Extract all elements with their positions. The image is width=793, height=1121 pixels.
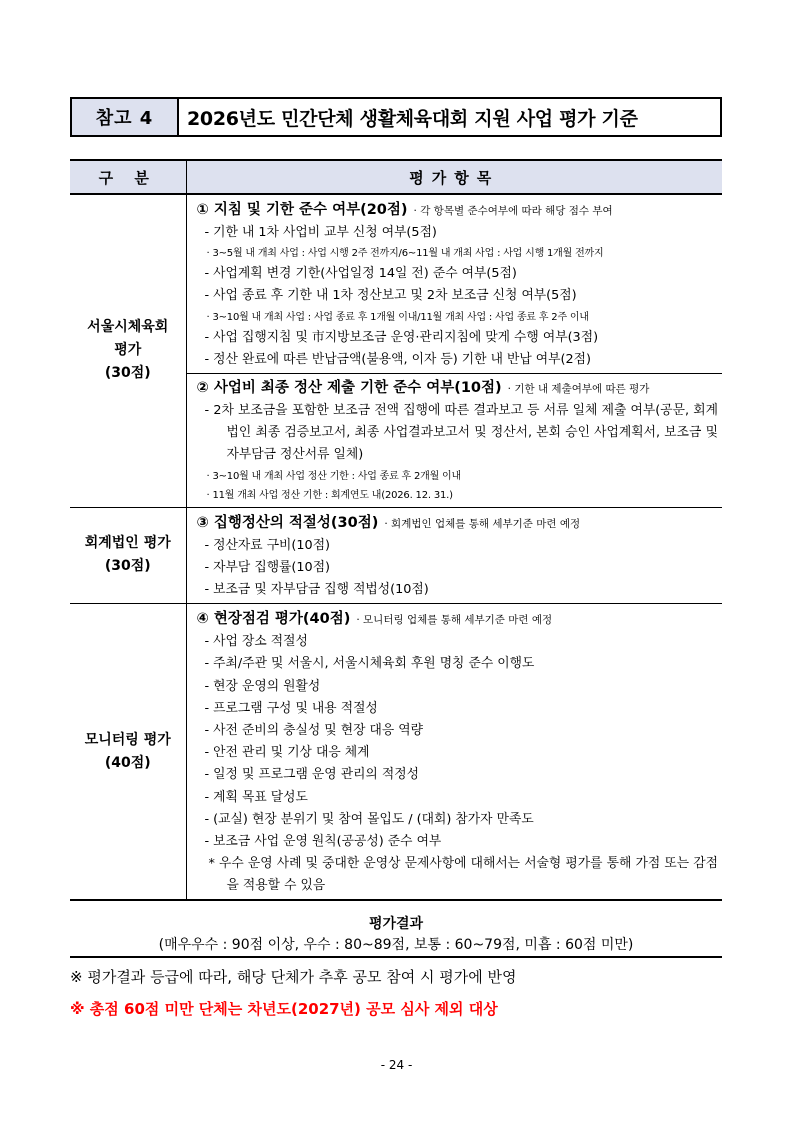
table-header-row: [70, 160, 722, 194]
criteria-item: - 사업계획 변경 기한(사업일정 14일 전) 준수 여부(5점): [204, 266, 517, 282]
category-label: (30점): [104, 558, 151, 575]
items-cell: [186, 604, 722, 901]
evaluation-result: [70, 914, 722, 958]
reference-label: 참고 4: [72, 99, 179, 135]
category-label: 모니터링 평가: [84, 731, 171, 748]
section-note: · 각 항목별 준수여부에 따라 해당 점수 부여: [413, 205, 613, 217]
category-label: (40점): [104, 754, 151, 771]
table-body: [70, 194, 722, 900]
criteria-item: - 자부담 집행률(10점): [204, 559, 331, 575]
criteria-item: - 현장 운영의 원활성: [204, 678, 321, 694]
result-grades: (매우우수 : 90점 이상, 우수 : 80~89점, 보통 : 60~79점, 미흡 : 60점 미만): [158, 937, 634, 953]
criteria-section: [187, 373, 723, 507]
criteria-item: - 보조금 사업 운영 원칙(공공성) 준수 여부: [204, 834, 442, 850]
criteria-subnote: · 3~10월 내 개최 사업 : 사업 종료 후 1개월 이내/11월 개최 사업 : 사업 종료 후 2주 이내: [206, 311, 589, 323]
criteria-item: - 정산자료 구비(10점): [204, 537, 331, 553]
criteria-item: - 사업 집행지침 및 市지방보조금 운영·관리지침에 맞게 수행 여부(3점): [204, 329, 599, 345]
section-note: · 기한 내 제출여부에 따른 평가: [507, 383, 650, 396]
criteria-remark: * 우수 운영 사례 및 중대한 운영상 문제사항에 대해서는 서술형 평가를 통해 가점 또는 감점을 적용할 수 있음: [208, 856, 718, 894]
category-label: 회계법인 평가: [84, 535, 171, 552]
section-heading-text: ② 사업비 최종 정산 제출 기한 준수 여부(10점): [196, 380, 502, 397]
section-heading: [197, 512, 719, 535]
criteria-section: [187, 195, 723, 373]
criteria-item: - (교실) 현장 분위기 및 참여 몰입도 / (대회) 참가자 만족도: [204, 811, 534, 827]
section-note: · 모니터링 업체를 통해 세부기준 마련 예정: [356, 614, 553, 627]
criteria-item: - 사업 종료 후 기한 내 1차 정산보고 및 2차 보조금 신청 여부(5점): [204, 288, 577, 304]
criteria-item: - 사전 준비의 충실성 및 현장 대응 역량: [204, 723, 424, 739]
category-label: (30점): [104, 365, 151, 382]
page-number: - 24 -: [380, 1058, 413, 1072]
section-heading-text: ③ 집행정산의 적절성(30점): [196, 514, 379, 531]
criteria-item: - 안전 관리 및 기상 대응 체계: [204, 745, 370, 761]
result-title: 평가결과: [368, 916, 424, 932]
category-label: 평가: [114, 342, 142, 359]
section-note: · 회계법인 업체를 통해 세부기준 마련 예정: [384, 517, 581, 530]
items-cell: [186, 194, 722, 507]
section-heading-text: ④ 현장점검 평가(40점): [196, 611, 351, 628]
category-cell: [70, 507, 186, 604]
title-box: [70, 97, 722, 137]
header-items: 평가항목: [186, 160, 722, 194]
table-row: [70, 194, 722, 507]
header-category: 구 분: [70, 160, 186, 194]
criteria-section: [187, 508, 723, 604]
criteria-section: [187, 604, 723, 899]
category-cell: [70, 194, 186, 507]
criteria-item: - 주최/주관 및 서울시, 서울시체육회 후원 명칭 준수 이행도: [204, 656, 535, 672]
items-cell: [186, 507, 722, 604]
criteria-item: - 보조금 및 자부담금 집행 적법성(10점): [204, 582, 429, 598]
page-title: 2026년도 민간단체 생활체육대회 지원 사업 평가 기준: [187, 107, 638, 130]
evaluation-table: [70, 159, 722, 901]
criteria-item: - 일정 및 프로그램 운영 관리의 적정성: [204, 767, 419, 783]
section-heading: [197, 199, 719, 222]
criteria-item: - 프로그램 구성 및 내용 적절성: [204, 700, 378, 716]
section-heading-text: ① 지침 및 기한 준수 여부(20점): [196, 202, 408, 218]
section-heading: [197, 377, 719, 400]
note-reflection: ※ 평가결과 등급에 따라, 해당 단체가 추후 공모 참여 시 평가에 반영: [70, 968, 517, 986]
criteria-item: - 사업 장소 적절성: [204, 634, 308, 650]
criteria-item: - 기한 내 1차 사업비 교부 신청 여부(5점): [204, 225, 437, 240]
table-row: [70, 604, 722, 901]
criteria-subnote: · 3~10월 내 개최 사업 정산 기한 : 사업 종료 후 2개월 이내: [206, 470, 461, 482]
table-row: [70, 507, 722, 604]
criteria-item: - 정산 완료에 따른 반납금액(불용액, 이자 등) 기한 내 반납 여부(2점): [204, 351, 592, 367]
category-cell: [70, 604, 186, 901]
criteria-subnote: · 11월 개최 사업 정산 기한 : 회계연도 내(2026. 12. 31.): [206, 489, 453, 501]
note-exclusion: ※ 총점 60점 미만 단체는 차년도(2027년) 공모 심사 제외 대상: [70, 1000, 498, 1018]
section-heading: [197, 608, 719, 631]
category-label: 서울시체육회: [87, 319, 169, 336]
criteria-subnote: · 3~5월 내 개최 사업 : 사업 시행 2주 전까지/6~11월 내 개최 사업 : 사업 시행 1개월 전까지: [206, 248, 604, 260]
criteria-item: - 계획 목표 달성도: [204, 789, 308, 805]
criteria-item: - 2차 보조금을 포함한 보조금 전액 집행에 따른 결과보고 등 서류 일체 제출 여부(공문, 회계법인 최종 검증보고서, 최종 사업결과보고서 및 정산서, 본회 승인 사업계획서, 보조금 및 자부담금 정산서류 일체): [204, 403, 718, 463]
